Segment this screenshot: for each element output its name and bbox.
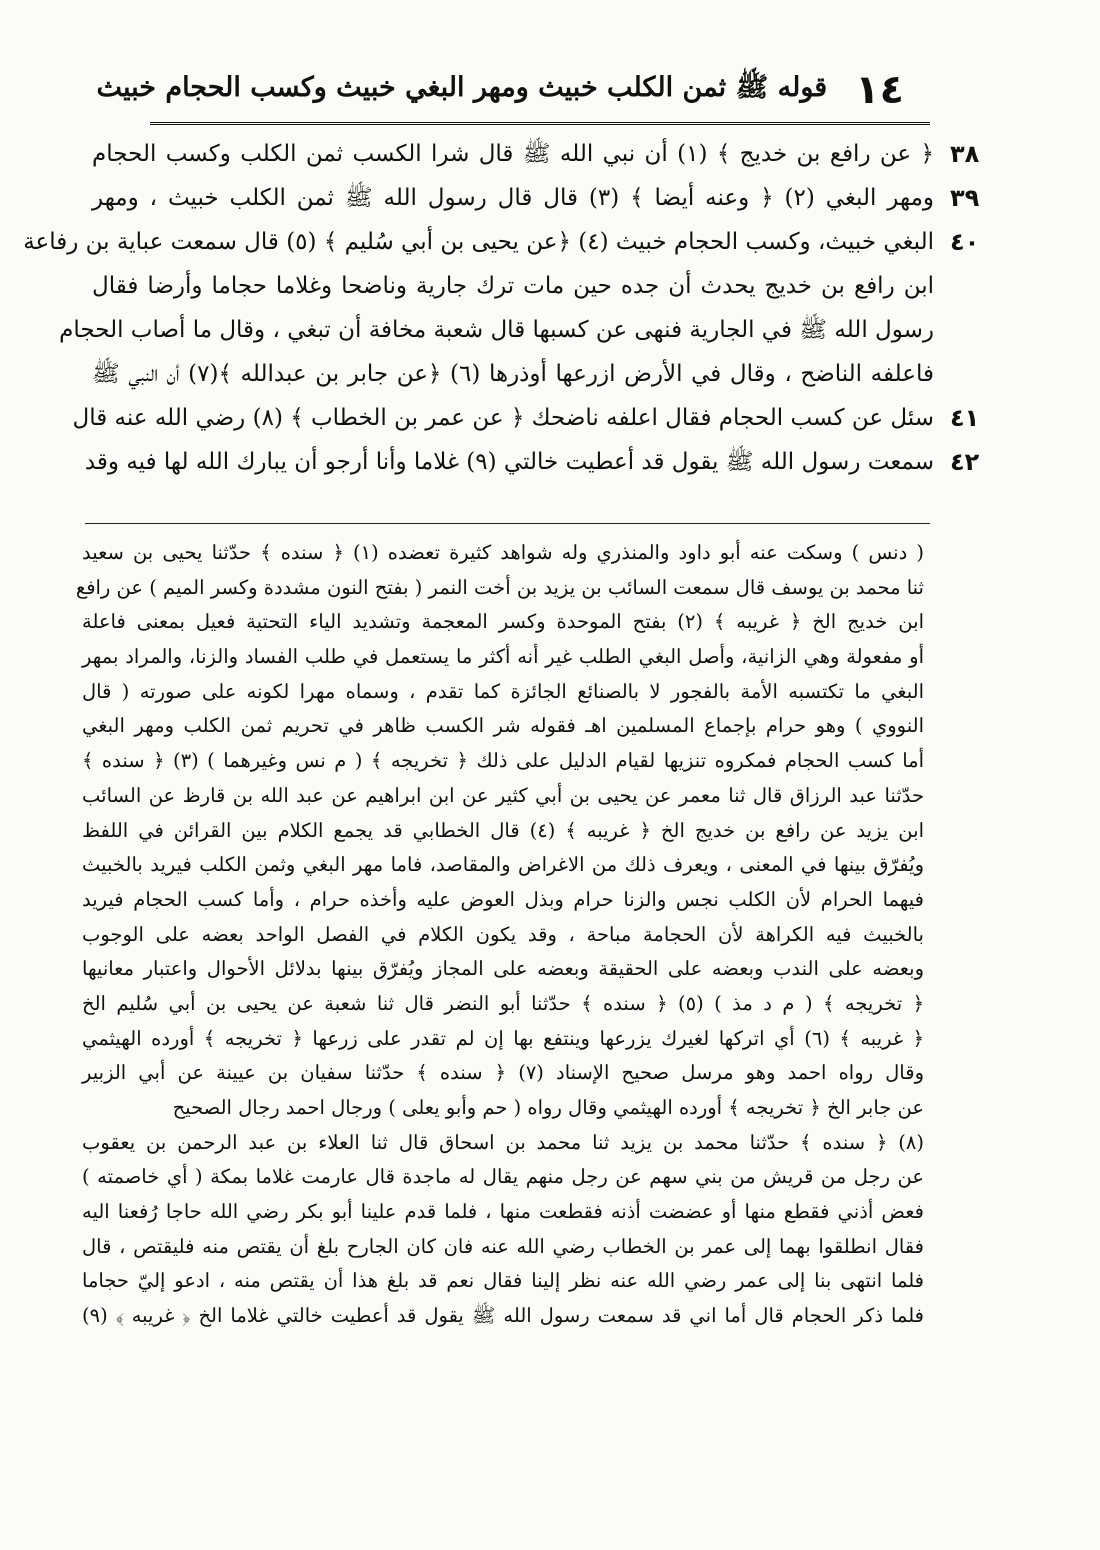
footnote-line: فقال انطلقوا بهما إلى عمر بن الخطاب رضي الله عنه فان كان الجارح بلغ أن يقتص منه فليقتص ، قال <box>82 1234 924 1258</box>
hadith-line: ﴿ عن رافع بن خديج ﴾ (١) أن نبي الله ﷺ قال شرا الكسب ثمن الكلب وكسب الحجام <box>92 141 934 167</box>
footnote-line: البغي ما تكتسبه الأمة بالفجور لا بالصنائع الجائزة كما تقدم ، وسماه مهرا لكونه على صورته ( قال <box>82 679 924 703</box>
page-number: ١٤ <box>855 67 904 113</box>
footnote-line: بالخبيث فيه الكراهة لأن الحجامة مباحة ، وقد يكون الكلام في الفصل الواحد بعضه على الوجوب <box>82 922 924 946</box>
hadith-line: رسول الله ﷺ في الجارية فنهى عن كسبها قال شعبة مخافة أن تبغي ، وقال ما أصاب الحجام <box>59 317 934 343</box>
footnote-line: (٨) ﴿ سنده ﴾ حدّثنا محمد بن يزيد ثنا محمد بن اسحاق قال ثنا العلاء بن عبد الرحمن بن يعقوب <box>82 1130 924 1154</box>
footnote-line: وبعضه على الندب وبعضه على الحقيقة وبعضه على المجاز ويُفرّق بينها بدلائل الأحوال واعتبار معانيها <box>82 957 924 981</box>
footnote-line: وقال رواه احمد وهو مرسل صحيح الإسناد (٧) ﴿ سنده ﴾ حدّثنا سفيان بن عيينة عن أبي الزبير <box>82 1061 924 1085</box>
hadith-line: فاعلفه الناضح ، وقال في الأرض ازرعها أوذرها (٦) ﴿عن جابر بن عبدالله ﴾(٧) أن النبي ﷺ <box>92 361 934 387</box>
footnote-line: حدّثنا عبد الرزاق قال ثنا معمر عن يحيى بن أبي كثير عن ابن ابراهيم عن عبد الله بن قارظ عن السائب <box>82 783 924 807</box>
hadith-line: ومهر البغي (٢) ﴿ وعنه أيضا ﴾ (٣) قال قال رسول الله ﷺ ثمن الكلب خبيث ، ومهر <box>92 185 934 211</box>
hadith-number-40: ٤٠ <box>950 228 980 256</box>
footnote-line: ﴿ تخريجه ﴾ ( م د مذ ) (٥) ﴿ سنده ﴾ حدّثنا أبو النضر قال ثنا شعبة عن يحيى بن أبي سُليم الخ <box>82 991 924 1015</box>
hadith-line: ابن رافع بن خديج يحدث أن جده حين مات ترك جارية وناضحا وغلاما حجاما وأرضا فقال <box>92 273 934 299</box>
footnote-line: ابن خديج الخ ﴿ غريبه ﴾ (٢) بفتح الموحدة وكسر المعجمة وتشديد الياء التحتية فعيل بمعنى فاعلة <box>82 610 924 634</box>
footnote-line: ﴿ غريبه ﴾ (٦) أي اتركها لغيرك يزرعها وينتفع بها إن لم تقدر على زرعها ﴿ تخريجه ﴾ أورده الهيثمي <box>82 1026 925 1050</box>
footnotes <box>75 536 925 1334</box>
page-header <box>96 62 910 118</box>
footnote-divider <box>85 523 930 524</box>
footnote-line: فعض أذني فقطع منها أو عضضت أذنه فقطعت منها ، فلما قدم علينا أبو بكر رضي الله حاجا رُفعنا اليه <box>82 1200 924 1224</box>
footnote-line: فيهما الحرام لأن الكلب نجس والزنا حرام وبذل العوض عليه وأخذه حرام ، وأما كسب الحجام فيريد <box>82 887 924 911</box>
footnote-line: أما كسب الحجام فمكروه تنزيها لقيام الدليل على ذلك ﴿ تخريجه ﴾ ( م نس وغيرهما ) (٣) ﴿ سنده ﴾ <box>82 749 924 773</box>
running-title: قوله ﷺ ثمن الكلب خبيث ومهر البغي خبيث وكسب الحجام خبيث <box>96 72 828 103</box>
hadith-number-39: ٣٩ <box>950 184 980 212</box>
footnote-line: ابن يزيد عن رافع بن خديج الخ ﴿ غريبه ﴾ (٤) قال الخطابي قد يجمع الكلام بين القرائن في اللفظ <box>82 818 924 842</box>
hadith-number-42: ٤٢ <box>950 448 980 476</box>
footnote-line: عن رجل من قريش من بني سهم عن رجل منهم يقال له ماجدة قال عارمت غلاما بمكة ( أي خاصمته ) <box>82 1165 924 1189</box>
footnote-line: فلما انتهى بنا إلى عمر رضي الله عنه نظر إلينا فقال نعم قد بلغ هذا أن يقتص منه ، ادعو إليّ حجاما <box>82 1269 924 1293</box>
hadith-number-38: ٣٨ <box>950 140 980 168</box>
footnote-line: ثنا محمد بن يوسف قال سمعت السائب بن يزيد بن أخت النمر ( بفتح النون مشددة وكسر الميم ) عن رافع <box>75 575 924 599</box>
footnote-line: ( دنس ) وسكت عنه أبو داود والمنذري وله شواهد كثيرة تعضده (١) ﴿ سنده ﴾ حدّثنا يحيى بن سعيد <box>82 541 924 564</box>
hadith-line: البغي خبيث، وكسب الحجام خبيث (٤) ﴿عن يحيى بن أبي سُليم ﴾ (٥) قال سمعت عباية بن رفاعة <box>23 229 934 255</box>
footnote-line: عن جابر الخ ﴿ تخريجه ﴾ أورده الهيثمي وقال رواه ( حم وأبو يعلى ) ورجال احمد رجال الصحيح <box>172 1096 924 1119</box>
footnote-line: أو مفعولة وهي الزانية، وأصل البغي الطلب غير أنه أكثر ما يستعمل في طلب الفساد والزنا، والمراد بمهر <box>82 645 924 669</box>
hadith-text <box>23 132 934 484</box>
header-rule <box>150 122 930 125</box>
hadith-line: سمعت رسول الله ﷺ يقول قد أعطيت خالتي (٩) غلاما وأنا أرجو أن يبارك الله لها فيه وقد <box>84 449 934 475</box>
hadith-line: سئل عن كسب الحجام فقال اعلفه ناضحك ﴿ عن عمر بن الخطاب ﴾ (٨) رضي الله عنه قال <box>72 405 934 431</box>
footnote-line: فلما ذكر الحجام قال أما اني قد سمعت رسول الله ﷺ يقول قد أعطيت خالتي غلاما الخ ﴿ غريبه ﴾ (٩) <box>82 1304 924 1328</box>
footnote-line: ويُفرّق بينها في المعنى ، ويعرف ذلك من الاغراض والمقاصد، فاما مهر البغي وثمن الكلب فيريد بالخبيث <box>82 853 924 877</box>
footnote-line: النووي ) وهو حرام بإجماع المسلمين اهـ فقوله شر الكسب ظاهر في تحريم ثمن الكلب ومهر البغي <box>82 714 924 738</box>
hadith-number-41: ٤١ <box>950 404 980 432</box>
